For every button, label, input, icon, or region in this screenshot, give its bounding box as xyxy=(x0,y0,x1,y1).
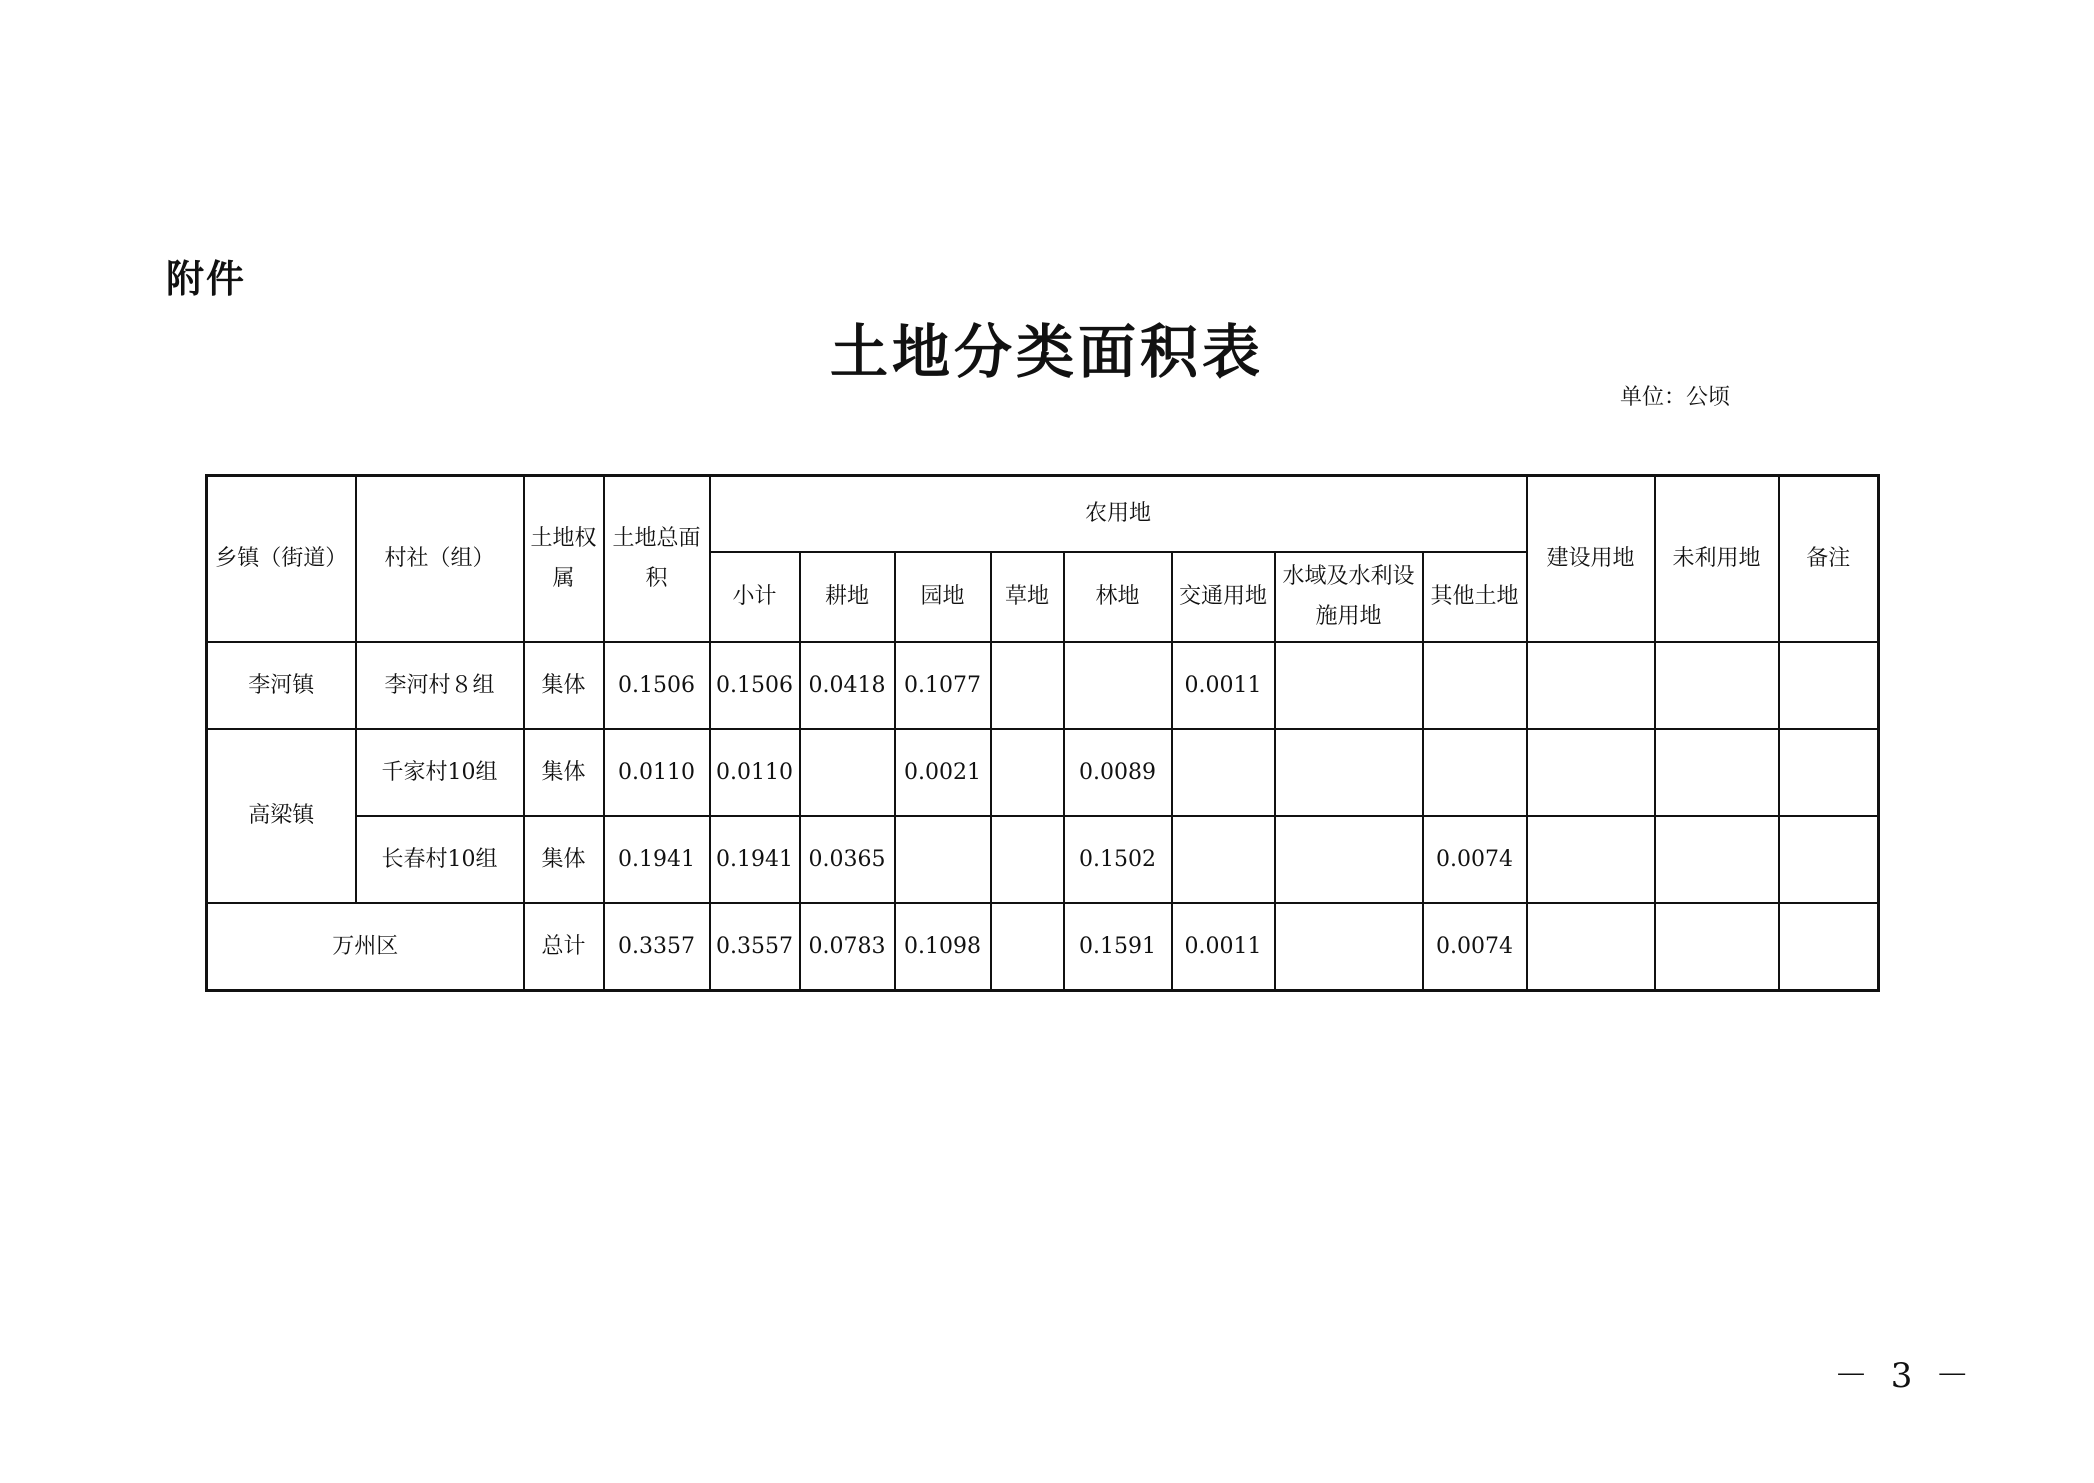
cell-construction xyxy=(1527,816,1655,903)
cell-construction xyxy=(1527,642,1655,729)
cell-ownership: 集体 xyxy=(524,642,604,729)
cell-unused xyxy=(1655,816,1779,903)
table-row xyxy=(207,816,1879,903)
cell-transport: 0.0011 xyxy=(1172,642,1275,729)
cell-water xyxy=(1275,816,1423,903)
cell-garden: 0.1077 xyxy=(895,642,991,729)
attachment-label: 附件 xyxy=(166,257,247,301)
cell-other xyxy=(1423,729,1527,816)
header-cultivated: 耕地 xyxy=(800,552,895,642)
header-total-area: 土地总面积 xyxy=(604,476,710,643)
land-classification-table xyxy=(205,474,1880,992)
cell-cultivated: 0.0418 xyxy=(800,642,895,729)
cell-garden xyxy=(895,816,991,903)
cell-transport xyxy=(1172,816,1275,903)
cell-total: 0.1941 xyxy=(604,816,710,903)
header-forest: 林地 xyxy=(1064,552,1172,642)
unit-label: 单位：公顷 xyxy=(1620,385,1731,410)
header-agricultural: 农用地 xyxy=(710,476,1527,553)
header-village: 村社（组） xyxy=(356,476,524,643)
cell-remarks xyxy=(1779,729,1879,816)
cell-village: 李河村８组 xyxy=(356,642,524,729)
cell-forest: 0.1591 xyxy=(1064,903,1172,991)
cell-forest: 0.1502 xyxy=(1064,816,1172,903)
cell-other xyxy=(1423,642,1527,729)
cell-subtotal: 0.1506 xyxy=(710,642,800,729)
cell-district: 万州区 xyxy=(207,903,524,991)
cell-unused xyxy=(1655,729,1779,816)
header-remarks: 备注 xyxy=(1779,476,1879,643)
cell-forest xyxy=(1064,642,1172,729)
cell-transport: 0.0011 xyxy=(1172,903,1275,991)
header-transport: 交通用地 xyxy=(1172,552,1275,642)
cell-remarks xyxy=(1779,642,1879,729)
cell-total: 0.0110 xyxy=(604,729,710,816)
cell-grassland xyxy=(991,729,1064,816)
header-subtotal: 小计 xyxy=(710,552,800,642)
cell-water xyxy=(1275,729,1423,816)
cell-township: 李河镇 xyxy=(207,642,356,729)
header-grassland: 草地 xyxy=(991,552,1064,642)
cell-garden: 0.1098 xyxy=(895,903,991,991)
cell-forest: 0.0089 xyxy=(1064,729,1172,816)
header-ownership: 土地权属 xyxy=(524,476,604,643)
total-row xyxy=(207,903,1879,991)
cell-township: 高梁镇 xyxy=(207,729,356,903)
cell-cultivated xyxy=(800,729,895,816)
cell-other: 0.0074 xyxy=(1423,816,1527,903)
table-row xyxy=(207,729,1879,816)
cell-remarks xyxy=(1779,816,1879,903)
cell-grassland xyxy=(991,903,1064,991)
cell-water xyxy=(1275,642,1423,729)
table-row xyxy=(207,642,1879,729)
cell-construction xyxy=(1527,729,1655,816)
page-title: 土地分类面积表 xyxy=(829,318,1264,386)
cell-subtotal: 0.1941 xyxy=(710,816,800,903)
cell-ownership: 集体 xyxy=(524,816,604,903)
header-construction: 建设用地 xyxy=(1527,476,1655,643)
cell-grassland xyxy=(991,642,1064,729)
cell-total: 0.1506 xyxy=(604,642,710,729)
cell-water xyxy=(1275,903,1423,991)
cell-remarks xyxy=(1779,903,1879,991)
cell-grassland xyxy=(991,816,1064,903)
cell-village: 长春村10组 xyxy=(356,816,524,903)
cell-transport xyxy=(1172,729,1275,816)
header-unused: 未利用地 xyxy=(1655,476,1779,643)
cell-subtotal: 0.3557 xyxy=(710,903,800,991)
cell-garden: 0.0021 xyxy=(895,729,991,816)
cell-ownership: 集体 xyxy=(524,729,604,816)
cell-cultivated: 0.0365 xyxy=(800,816,895,903)
cell-ownership: 总计 xyxy=(524,903,604,991)
cell-subtotal: 0.0110 xyxy=(710,729,800,816)
header-garden: 园地 xyxy=(895,552,991,642)
header-other: 其他土地 xyxy=(1423,552,1527,642)
header-water: 水域及水利设施用地 xyxy=(1275,552,1423,642)
cell-unused xyxy=(1655,642,1779,729)
header-township: 乡镇（街道） xyxy=(207,476,356,643)
cell-cultivated: 0.0783 xyxy=(800,903,895,991)
cell-total: 0.3357 xyxy=(604,903,710,991)
page-number: － 3 － xyxy=(1834,1356,1976,1396)
cell-village: 千家村10组 xyxy=(356,729,524,816)
cell-other: 0.0074 xyxy=(1423,903,1527,991)
cell-unused xyxy=(1655,903,1779,991)
cell-construction xyxy=(1527,903,1655,991)
